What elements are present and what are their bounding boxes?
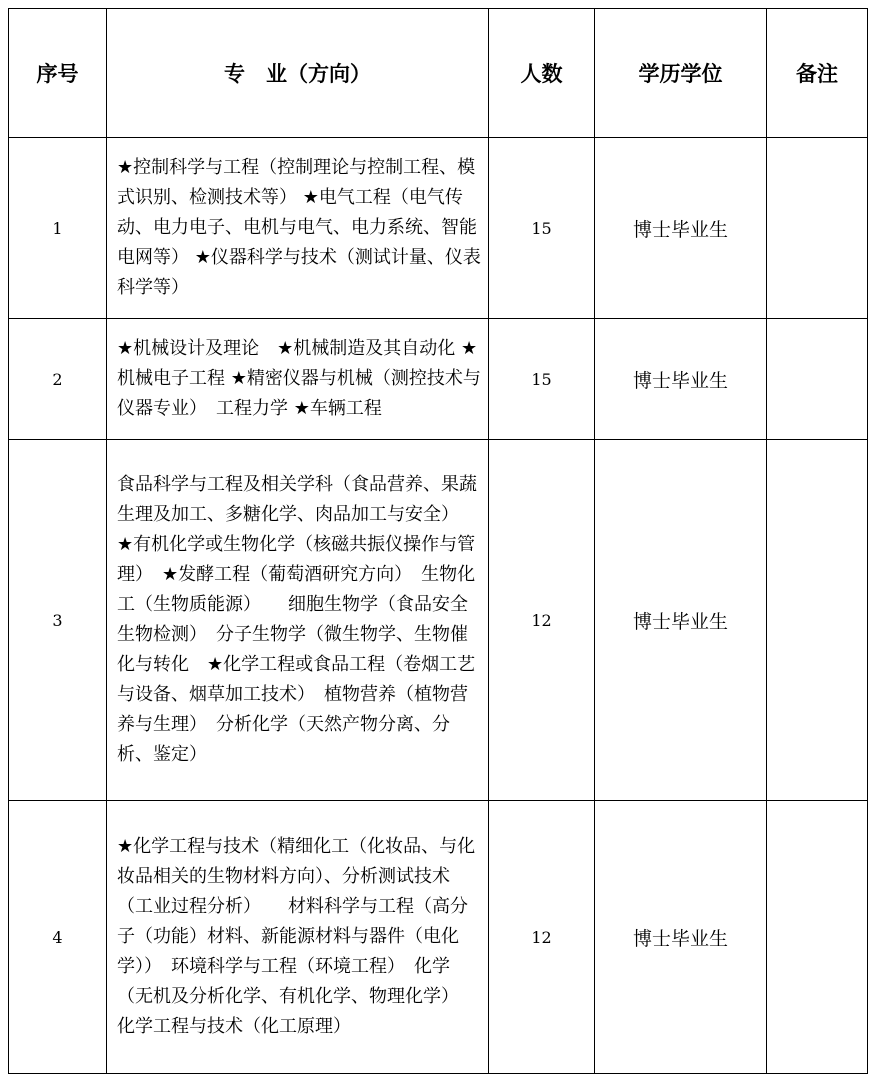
row-major: ★化学工程与技术（精细化工（化妆品、与化妆品相关的生物材料方向）、分析测试技术（工业过程分析） 材料科学与工程（高分子（功能）材料、新能源材料与器件（电化学）） 环境科学与工程（环境工程） 化学（无机及分析化学、有机化学、物理化学） 化学工程与技术（化工原理） — [107, 801, 489, 1074]
row-seq: 4 — [9, 801, 107, 1074]
row-seq: 3 — [9, 440, 107, 801]
header-count: 人数 — [489, 9, 595, 138]
row-remark — [767, 440, 868, 801]
row-count: 15 — [489, 138, 595, 319]
recruitment-table — [8, 8, 868, 1074]
header-seq: 序号 — [9, 9, 107, 138]
row-degree: 博士毕业生 — [595, 319, 767, 440]
header-major: 专 业（方向） — [107, 9, 489, 138]
row-count: 12 — [489, 801, 595, 1074]
header-degree: 学历学位 — [595, 9, 767, 138]
row-seq: 2 — [9, 319, 107, 440]
row-major: ★控制科学与工程（控制理论与控制工程、模式识别、检测技术等） ★电气工程（电气传动、电力电子、电机与电气、电力系统、智能电网等） ★仪器科学与技术（测试计量、仪表科学等） — [107, 138, 489, 319]
row-count: 15 — [489, 319, 595, 440]
header-remark: 备注 — [767, 9, 868, 138]
row-remark — [767, 801, 868, 1074]
row-major: ★机械设计及理论 ★机械制造及其自动化 ★机械电子工程 ★精密仪器与机械（测控技术与仪器专业） 工程力学 ★车辆工程 — [107, 319, 489, 440]
row-degree: 博士毕业生 — [595, 801, 767, 1074]
row-seq: 1 — [9, 138, 107, 319]
row-degree: 博士毕业生 — [595, 138, 767, 319]
row-major: 食品科学与工程及相关学科（食品营养、果蔬生理及加工、多糖化学、肉品加工与安全） ★有机化学或生物化学（核磁共振仪操作与管理） ★发酵工程（葡萄酒研究方向） 生物化工（生物质能源） 细胞生物学（食品安全生物检测） 分子生物学（微生物学、生物催化与转化 ★化学工程或食品工程（卷烟工艺与设备、烟草加工技术） 植物营养（植物营养与生理） 分析化学（天然产物分离、分析、鉴定） — [107, 440, 489, 801]
row-remark — [767, 138, 868, 319]
row-count: 12 — [489, 440, 595, 801]
table-row — [9, 138, 868, 319]
table-row — [9, 319, 868, 440]
table-row — [9, 801, 868, 1074]
row-degree: 博士毕业生 — [595, 440, 767, 801]
row-remark — [767, 319, 868, 440]
table-row — [9, 440, 868, 801]
table-header-row — [9, 9, 868, 138]
